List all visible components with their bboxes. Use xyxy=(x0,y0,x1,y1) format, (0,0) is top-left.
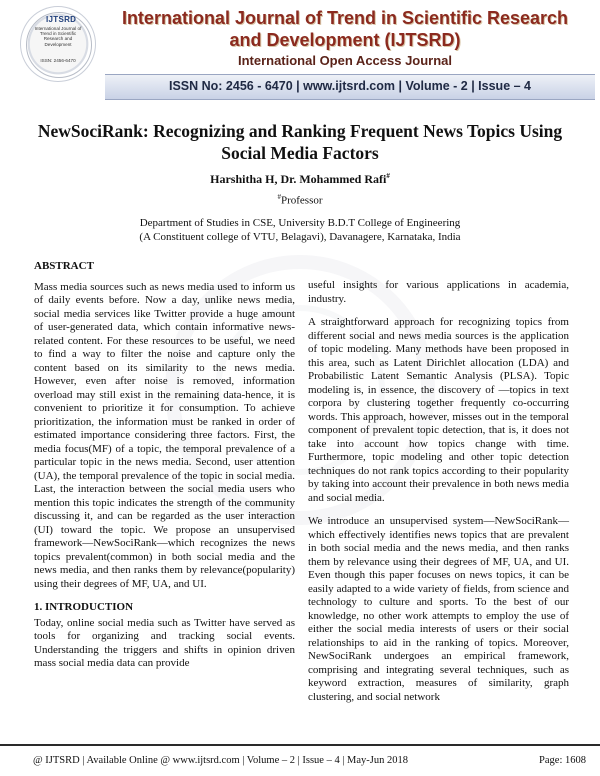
issn-line: ISSN No: 2456 - 6470 | www.ijtsrd.com | Volume - 2 | Issue – 4 xyxy=(168,79,531,93)
abstract-heading: ABSTRACT xyxy=(34,260,94,272)
affiliation xyxy=(20,217,580,244)
affiliation-line-1: Department of Studies in CSE, University B.D.T College of Engineering xyxy=(139,217,461,229)
right-paragraph-1: useful insights for various applications in academia, industry. xyxy=(308,279,569,305)
role-text: Professor xyxy=(280,194,323,207)
footer-citation: @ IJTSRD | Available Online @ www.ijtsrd.com | Volume – 2 | Issue – 4 | May-Jun 2018 xyxy=(33,755,409,766)
abstract-text: Mass media sources such as news media used to inform us of daily events before. Now a day, unlike news media, social media services like Twitter provide a huge amount of user-generated data, which contain informative news-related content. For these resources to be useful, we need to find a way to filter the noise and capture only the content based on its similarity to the news media. However, even after noise is removed, information overload may still exist in the remaining data-hence, it is convenient to prioritize it for consumption. To achieve prioritization, the information must be ranked in order of estimated importance considering three factors. First, the media focus(MF) of a topic, the temporal prevalence of a particular topic in the news media. Second, user attention (UA), the temporal prevalence of the topic in social media. Last, the interaction between the social media users who mention this topic indicates the strength of the community discussing it, and can be regarded as the user interaction (UI) toward the topic. We propose an unsupervised framework—NewSociRank—which recognizes the news topics prevalent(common) in both social media and the news media, and then ranks them by relevance(popularity) using their degrees of MF, UA, and UI. xyxy=(34,280,295,590)
right-paragraph-2: A straightforward approach for recognizing topics from different social and news media sources is the application of topic modeling. Many methods have been proposed in this area, such as Latent Dirichlet allocation (LDA) and Probabilistic Latent Semantic Analysis (PLSA). Topic modeling is, in essence, the discovery of ―topics in text corpora by clustering together frequently co-occurring words. This approach, however, misses out in the temporal component of prevalent topic detection, that is, it does not take into account how topics change with time. Furthermore, topic modeling and other topic detection techniques do not rank topics according to their popularity by taking into account their prevalence in both news media and social media. xyxy=(308,316,569,504)
footer-divider xyxy=(0,744,600,746)
affiliation-line-2: (A Constituent college of VTU, Belagavi), Davanagere, Karnataka, India xyxy=(139,230,461,243)
journal-subtitle: International Open Access Journal xyxy=(237,53,453,68)
issn-bar xyxy=(105,74,595,100)
journal-logo xyxy=(20,6,96,82)
role-mark: # xyxy=(277,193,281,201)
introduction-text: Today, online social media such as Twitter have served as tools for organizing and tracking social events. Understanding the triggers and shifts in opinion driven mass social media data can provide xyxy=(34,616,295,669)
logo-mark: IJTSRD xyxy=(46,15,77,24)
author-role xyxy=(20,193,580,207)
author-names: Harshitha H, Dr. Mohammed Rafi xyxy=(210,172,387,186)
right-paragraph-3: We introduce an unsupervised system—NewSociRank—which effectively identifies news topics that are prevalent in both social media and the news media, and then ranks them by relevance using their degrees of MF, UA, and UI. Even though this paper focuses on news topics, it can be easily adapted to a wide variety of fields, from science and technology to culture and sports. To the best of our knowledge, no other work attempts to employ the use of either the social media interests of users or their social relationships to aid in the ranking of topics. Moreover, NewSociRank undergoes an empirical framework, comprising and integrating several techniques, such as keyword extraction, measures of similarity, graph clustering, and social network xyxy=(308,515,569,703)
right-column xyxy=(308,279,569,714)
footer-page-number: Page: 1608 xyxy=(539,755,586,766)
paper-authors xyxy=(20,172,580,187)
journal-header xyxy=(0,0,600,101)
journal-title: International Journal of Trend in Scientific Research and Development (IJTSRD) xyxy=(121,8,569,50)
left-column xyxy=(34,260,295,681)
logo-subtitle: International Journal of Trend in Scientific Research and Development xyxy=(34,26,82,47)
introduction-heading: 1. INTRODUCTION xyxy=(34,601,134,613)
paper-title: NewSociRank: Recognizing and Ranking Frequent News Topics Using Social Media Factors xyxy=(37,121,563,163)
author-mark: # xyxy=(386,172,390,180)
logo-issn: ISSN: 2456-6470 xyxy=(40,58,76,63)
